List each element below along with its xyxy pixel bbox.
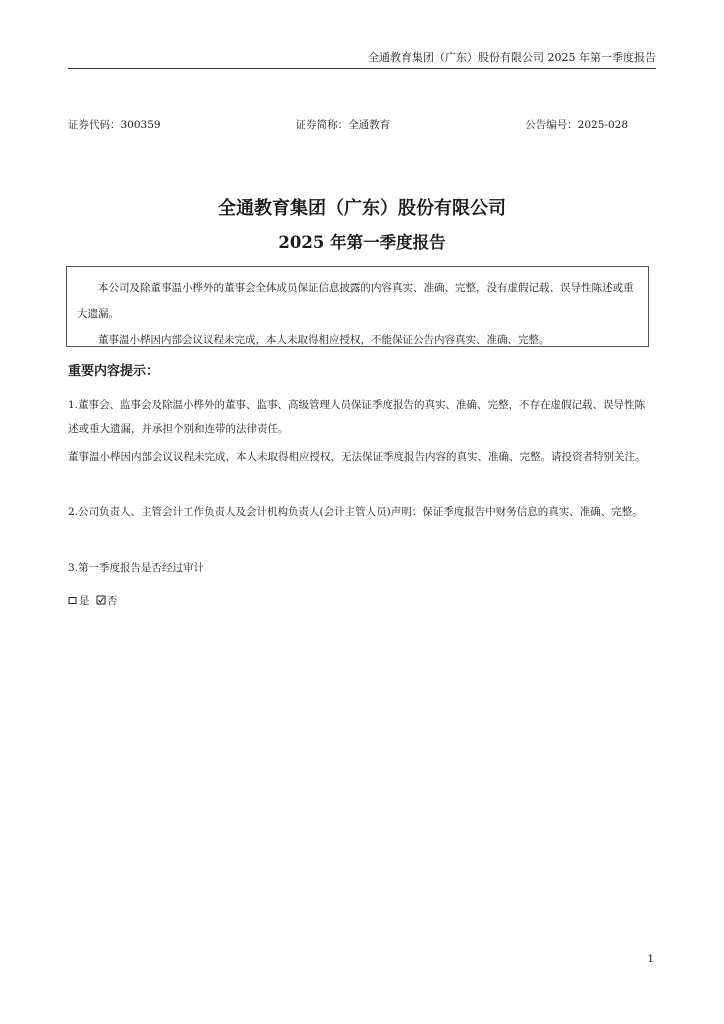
audit-yes-label: 是 bbox=[79, 595, 90, 607]
item-2-text: 2.公司负责人、主管会计工作负责人及会计机构负责人(会计主管人员)声明：保证季度报告中财务信息的真实、准确、完整。 bbox=[68, 506, 643, 518]
document-subtitle: 2025 年第一季度报告 bbox=[278, 233, 446, 252]
meta-row bbox=[68, 117, 628, 133]
page-number: 1 bbox=[647, 953, 654, 965]
item-3 bbox=[68, 556, 646, 580]
important-heading: 重要内容提示： bbox=[68, 364, 160, 379]
notice-box bbox=[66, 266, 649, 347]
announcement-number: 公告编号：2025-028 bbox=[525, 119, 628, 131]
notice-line-1: 本公司及除董事温小桦外的董事会全体成员保证信息披露的内容真实、准确、完整，没有虚假记载、误导性陈述或重大遗漏。 bbox=[77, 282, 634, 320]
item-1-note bbox=[68, 445, 646, 469]
item-1-text: 1.董事会、监事会及除温小桦外的董事、监事、高级管理人员保证季度报告的真实、准确、完整，不存在虚假记载、误导性陈述或重大遗漏，并承担个别和连带的法律责任。 bbox=[68, 399, 646, 435]
audit-options bbox=[68, 589, 646, 613]
item-2 bbox=[68, 500, 646, 524]
audit-no-label: 否 bbox=[106, 595, 118, 607]
item-3-text: 3.第一季度报告是否经过审计 bbox=[68, 562, 205, 574]
checked-box-icon bbox=[96, 595, 106, 605]
notice-line-2: 董事温小桦因内部会议议程未完成，本人未取得相应授权，不能保证公告内容真实、准确、完整。 bbox=[98, 334, 550, 346]
security-code: 证券代码：300359 bbox=[68, 119, 161, 131]
security-short-name: 证券简称：全通教育 bbox=[295, 119, 391, 131]
running-header: 全通教育集团（广东）股份有限公司 2025 年第一季度报告 bbox=[368, 51, 656, 64]
item-1 bbox=[68, 393, 646, 441]
item-1-note-text: 董事温小桦因内部会议议程未完成，本人未取得相应授权，无法保证季度报告内容的真实、准确、完整。请投资者特别关注。 bbox=[68, 451, 646, 463]
document-title: 全通教育集团（广东）股份有限公司 bbox=[218, 198, 506, 219]
header-rule bbox=[68, 68, 656, 69]
unchecked-box-icon bbox=[68, 595, 78, 605]
